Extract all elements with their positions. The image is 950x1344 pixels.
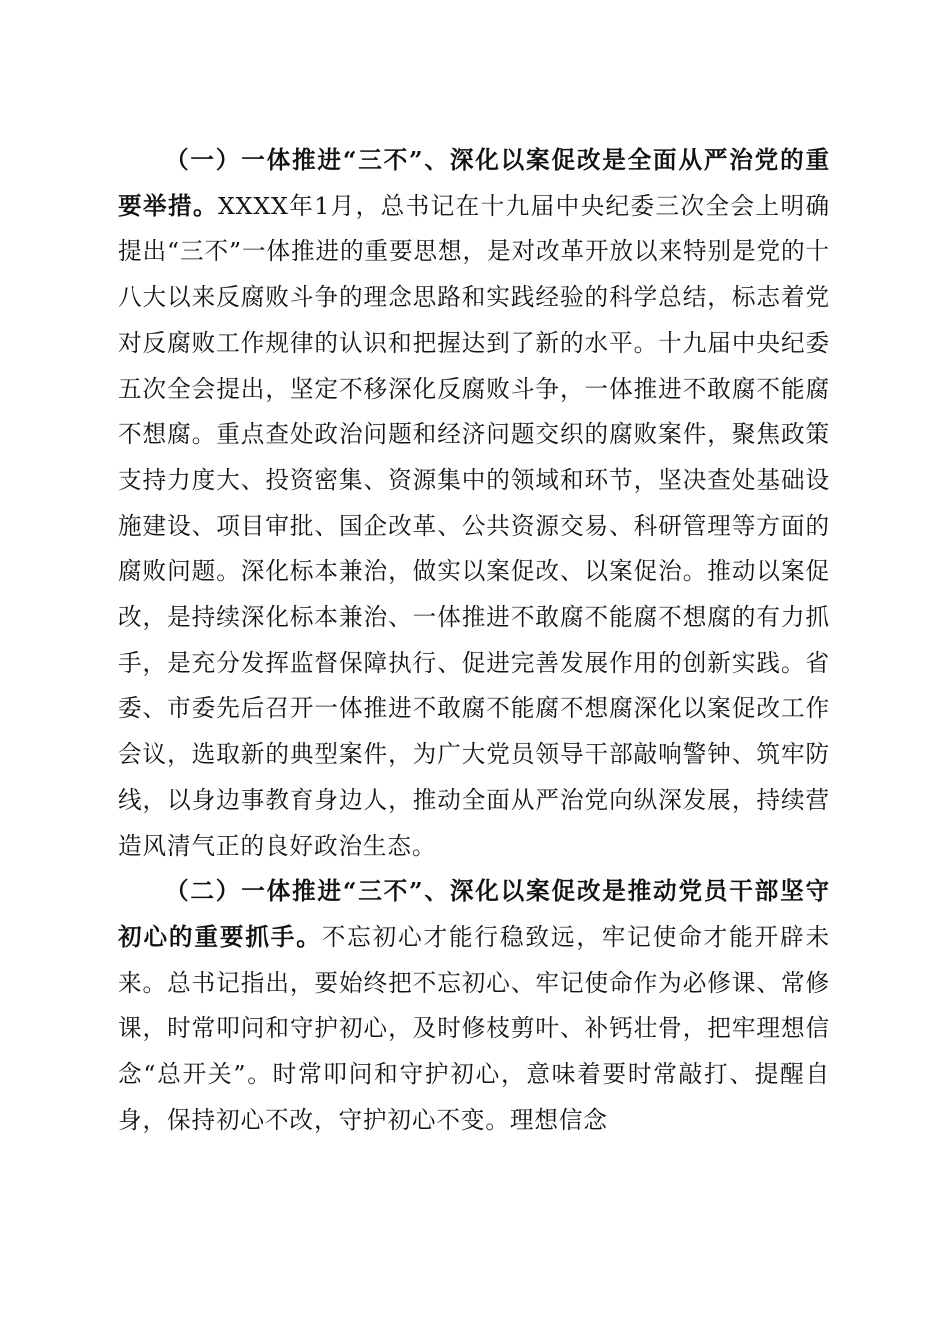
paragraph-1-heading: （一）一体推进“三不”、深化以案促改是全面从严治党的重要举措。 [118,146,830,220]
document-body [118,138,830,1143]
paragraph-1-text: XXXX年1月，总书记在十九届中央纪委三次全会上明确提出“三不”一体推进的重要思想，是对改革开放以来特别是党的十八大以来反腐败斗争的理念思路和实践经验的科学总结，标志着党对反腐败工作规律的认识和把握达到了新的水平。十九届中央纪委五次全会提出，坚定不移深化反腐败斗争，一体推进不敢腐不能腐不想腐。重点查处政治问题和经济问题交织的腐败案件，聚焦政策支持力度大、投资密集、资源集中的领域和环节，坚决查处基础设施建设、项目审批、国企改革、公共资源交易、科研管理等方面的腐败问题。深化标本兼治，做实以案促改、以案促治。推动以案促改，是持续深化标本兼治、一体推进不敢腐不能腐不想腐的有力抓手，是充分发挥监督保障执行、促进完善发展作用的创新实践。省委、市委先后召开一体推进不敢腐不能腐不想腐深化以案促改工作会议，选取新的典型案件，为广大党员领导干部敲响警钟、筑牢防线，以身边事教育身边人，推动全面从严治党向纵深发展，持续营造风清气正的良好政治生态。 [118,191,830,860]
paragraph-2 [118,869,830,1143]
paragraph-2-heading: （二）一体推进“三不”、深化以案促改是推动党员干部坚守初心的重要抓手。 [118,877,830,951]
paragraph-2-text: 不忘初心才能行稳致远，牢记使命才能开辟未来。总书记指出，要始终把不忘初心、牢记使命作为必修课、常修课，时常叩问和守护初心，及时修枝剪叶、补钙壮骨，把牢理想信念“总开关”。时常叩问和守护初心，意味着要时常敲打、提醒自身，保持初心不改，守护初心不变。理想信念 [118,922,831,1134]
paragraph-1 [118,138,830,869]
